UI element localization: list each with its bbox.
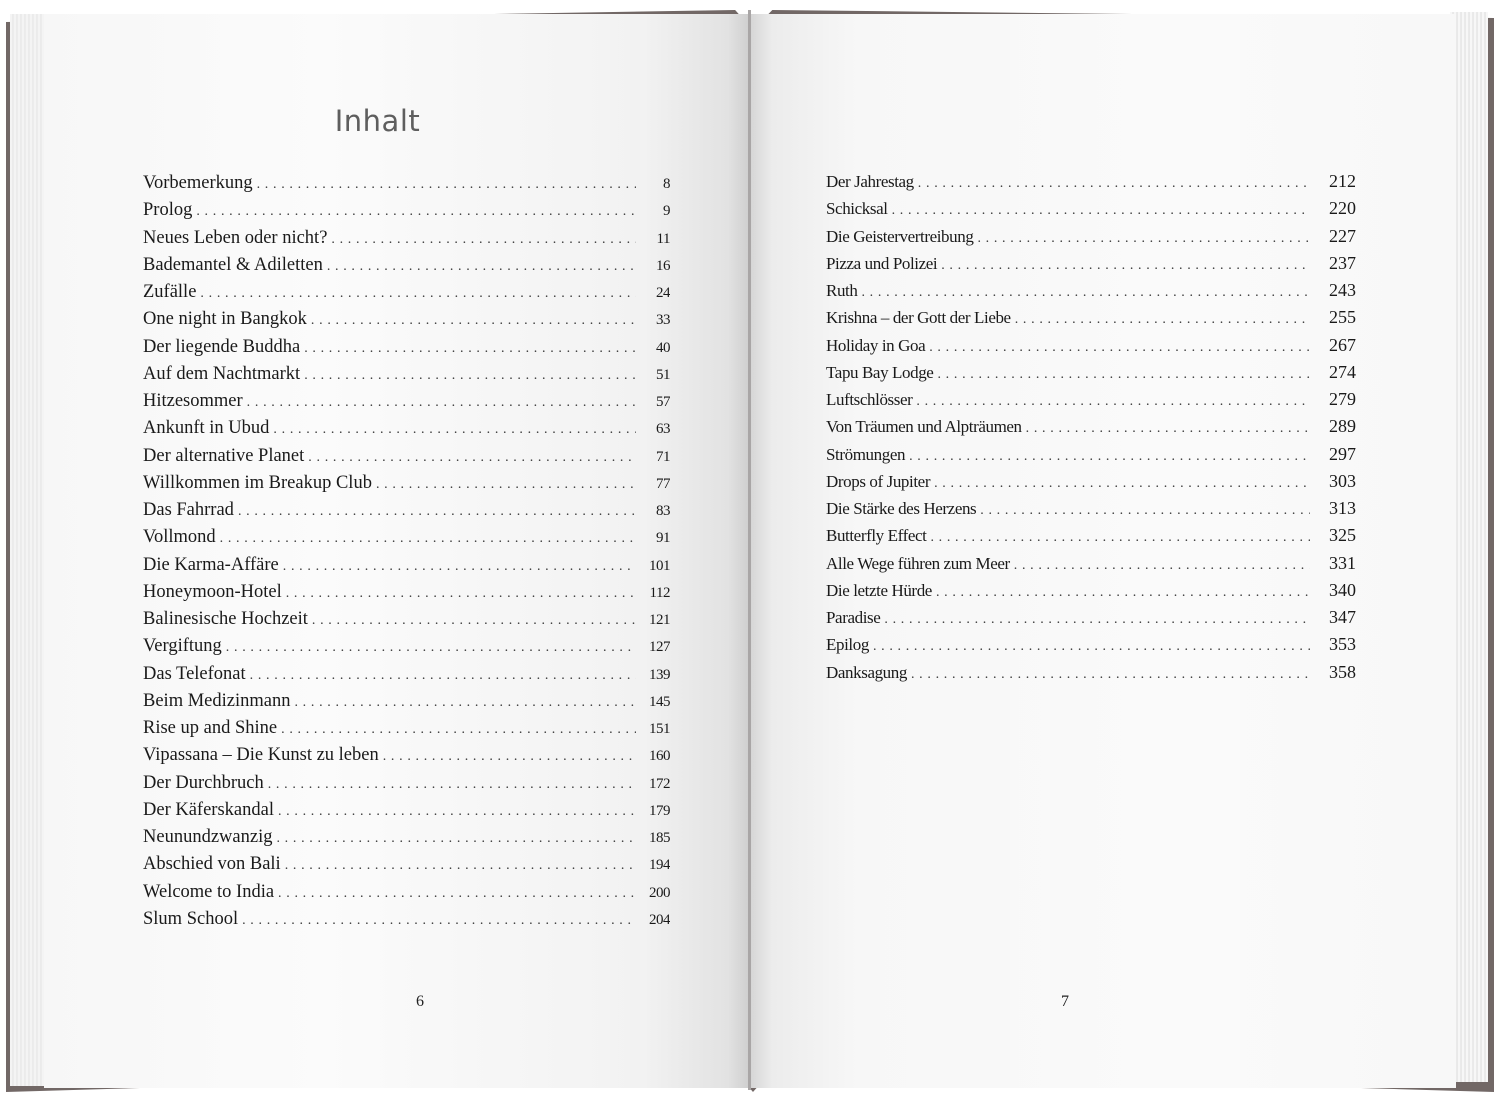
toc-entry <box>143 527 670 554</box>
toc-entry-title: Auf dem Nachtmarkt <box>143 363 301 384</box>
toc-entry-page: 353 <box>1329 634 1356 655</box>
toc-entry-page: 274 <box>1329 361 1356 382</box>
dot-leader <box>273 422 636 438</box>
toc-entry-title: Alle Wege führen zum Meer <box>826 553 1010 573</box>
toc-entry <box>143 882 670 909</box>
dot-leader <box>929 340 1310 356</box>
toc-entry <box>826 471 1356 498</box>
toc-entry-title: Ankunft in Ubud <box>143 418 270 439</box>
toc-entry-title: Prolog <box>143 200 193 221</box>
toc-entry-title: Hitzesommer <box>143 391 243 411</box>
toc-entry-title: Drops of Jupiter <box>826 471 931 491</box>
toc-entry <box>826 253 1356 280</box>
toc-title: Inhalt <box>334 104 421 138</box>
toc-entry-page: 101 <box>649 557 670 574</box>
toc-entry-page: 127 <box>649 639 670 656</box>
toc-entry-title: Butterfly Effect <box>826 526 927 546</box>
toc-entry-title: Die letzte Hürde <box>826 580 932 600</box>
toc-entry <box>143 418 670 445</box>
toc-entry-page: 325 <box>1329 525 1356 546</box>
toc-entry <box>826 607 1356 634</box>
toc-entry <box>826 280 1356 307</box>
toc-entry-title: Willkommen im Breakup Club <box>143 472 372 493</box>
toc-entry-page: 172 <box>649 775 670 792</box>
dot-leader <box>200 286 636 302</box>
toc-entry-page: 243 <box>1329 280 1356 300</box>
toc-entry <box>143 773 670 800</box>
toc-entry-title: Das Telefonat <box>143 663 246 684</box>
toc-entry-page: 331 <box>1329 552 1356 573</box>
toc-entry-page: 112 <box>649 584 670 601</box>
toc-entry-page: 9 <box>663 203 670 220</box>
toc-entry-page: 8 <box>663 176 670 192</box>
toc-entry <box>826 553 1356 580</box>
toc-entry <box>826 525 1356 552</box>
toc-entry <box>143 173 670 200</box>
toc-entry-page: 57 <box>656 394 670 410</box>
toc-entry <box>143 718 670 745</box>
toc-entry-title: Vergiftung <box>143 636 222 657</box>
dot-leader <box>376 477 636 493</box>
dot-leader <box>250 668 636 684</box>
toc-entry-page: 91 <box>656 530 670 547</box>
toc-entry-page: 71 <box>656 448 670 465</box>
dot-leader <box>980 503 1310 519</box>
toc-entry-title: Vipassana – Die Kunst zu leben <box>143 745 379 766</box>
toc-entry <box>143 745 670 772</box>
toc-entry <box>143 854 670 881</box>
toc-entry-title: Tapu Bay Lodge <box>826 362 934 382</box>
toc-entry <box>826 226 1356 253</box>
page-stack-left <box>10 14 48 1086</box>
toc-entry <box>826 198 1356 225</box>
toc-entry-page: 212 <box>1329 171 1356 191</box>
toc-entry-page: 179 <box>649 802 670 819</box>
toc-entry-title: One night in Bangkok <box>143 309 307 330</box>
dot-leader <box>294 695 636 711</box>
dot-leader <box>286 586 636 602</box>
toc-entry-page: 121 <box>649 612 670 628</box>
toc-entry <box>826 171 1356 198</box>
toc-entry <box>826 662 1356 689</box>
dot-leader <box>281 722 636 738</box>
toc-entry-page: 33 <box>656 312 670 329</box>
toc-entry-page: 24 <box>656 285 670 301</box>
toc-entry-page: 303 <box>1329 470 1356 491</box>
toc-entry-page: 145 <box>649 693 670 710</box>
toc-entry <box>826 389 1356 416</box>
toc-entry <box>826 362 1356 389</box>
dot-leader <box>304 341 636 357</box>
toc-entry <box>143 609 670 636</box>
toc-entry-title: Epilog <box>826 635 869 655</box>
toc-entry-title: Honeymoon-Hotel <box>143 581 282 602</box>
toc-list-left <box>143 173 670 936</box>
toc-entry-page: 220 <box>1329 198 1356 219</box>
toc-entry-title: Beim Medizinmann <box>143 690 291 711</box>
toc-entry-title: Das Fahrrad <box>143 500 234 520</box>
toc-entry <box>143 255 670 282</box>
dot-leader <box>930 530 1310 546</box>
toc-entry-page: 51 <box>656 366 670 383</box>
toc-entry-title: Rise up and Shine <box>143 718 278 738</box>
toc-entry-title: Der liegende Buddha <box>143 336 301 357</box>
toc-entry-page: 289 <box>1329 416 1356 437</box>
dot-leader <box>304 368 636 384</box>
toc-entry-title: Ruth <box>826 281 858 300</box>
dot-leader <box>257 177 636 193</box>
toc-entry-page: 16 <box>656 257 670 274</box>
dot-leader <box>312 613 636 629</box>
toc-entry-title: Paradise <box>826 608 881 627</box>
toc-entry-page: 267 <box>1329 334 1356 355</box>
toc-entry-page: 358 <box>1329 661 1356 682</box>
toc-entry-title: Welcome to India <box>143 881 275 902</box>
toc-entry-title: Krishna – der Gott der Liebe <box>826 308 1011 328</box>
toc-entry-page: 200 <box>649 884 670 901</box>
dot-leader <box>276 831 636 847</box>
toc-entry-page: 63 <box>656 421 670 438</box>
toc-entry-page: 83 <box>656 503 670 519</box>
toc-entry <box>143 827 670 854</box>
toc-entry <box>826 307 1356 334</box>
toc-entry-title: Balinesische Hochzeit <box>143 609 308 629</box>
toc-entry <box>826 498 1356 525</box>
dot-leader <box>909 449 1310 465</box>
toc-entry <box>826 634 1356 661</box>
toc-entry-title: Vollmond <box>143 527 216 548</box>
dot-leader <box>1015 312 1310 328</box>
toc-entry <box>826 335 1356 362</box>
dot-leader <box>977 231 1310 247</box>
toc-entry <box>143 391 670 418</box>
dot-leader <box>238 504 636 520</box>
toc-entry-page: 227 <box>1329 225 1356 246</box>
dot-leader <box>268 777 636 793</box>
toc-entry-title: Der Jahrestag <box>826 172 914 191</box>
dot-leader <box>934 476 1310 492</box>
toc-entry-title: Strömungen <box>826 444 906 464</box>
page-number-right: 7 <box>1061 993 1069 1010</box>
toc-entry-title: Der Durchbruch <box>143 772 264 793</box>
toc-entry-title: Zufälle <box>143 282 197 302</box>
toc-entry-title: Danksagung <box>826 662 907 682</box>
dot-leader <box>937 367 1310 383</box>
toc-entry-title: Schicksal <box>826 199 888 219</box>
dot-leader <box>196 204 636 220</box>
toc-entry <box>143 473 670 500</box>
toc-entry-title: Die Stärke des Herzens <box>826 499 977 518</box>
toc-entry-page: 204 <box>649 911 670 928</box>
dot-leader <box>311 313 636 329</box>
dot-leader <box>278 886 636 902</box>
toc-entry-page: 297 <box>1329 443 1356 464</box>
toc-entry <box>143 800 670 827</box>
dot-leader <box>941 258 1310 274</box>
toc-entry <box>826 416 1356 443</box>
dot-leader <box>383 749 636 765</box>
dot-leader <box>278 804 636 820</box>
toc-entry <box>143 500 670 527</box>
toc-entry-page: 194 <box>649 857 670 874</box>
toc-entry-page: 151 <box>649 721 670 737</box>
dot-leader <box>892 203 1310 219</box>
toc-entry <box>143 664 670 691</box>
toc-entry-page: 185 <box>649 830 670 846</box>
dot-leader <box>327 259 636 275</box>
toc-entry-title: Neunundzwanzig <box>143 827 273 847</box>
toc-entry-title: Die Karma-Affäre <box>143 554 279 575</box>
dot-leader <box>1026 421 1310 437</box>
dot-leader <box>873 639 1310 655</box>
toc-entry-title: Abschied von Bali <box>143 854 281 875</box>
toc-entry-page: 160 <box>649 748 670 765</box>
toc-entry <box>826 444 1356 471</box>
toc-entry <box>143 337 670 364</box>
toc-entry <box>143 446 670 473</box>
toc-entry <box>143 555 670 582</box>
toc-entry-page: 313 <box>1329 498 1356 518</box>
toc-entry <box>143 582 670 609</box>
toc-entry-title: Pizza und Polizei <box>826 253 938 273</box>
dot-leader <box>861 285 1310 301</box>
page-number-left: 6 <box>416 993 424 1010</box>
toc-entry <box>143 200 670 227</box>
toc-entry <box>143 309 670 336</box>
toc-entry-page: 11 <box>656 230 670 247</box>
dot-leader <box>242 913 636 929</box>
dot-leader <box>916 394 1310 410</box>
toc-entry-page: 237 <box>1329 252 1356 273</box>
dot-leader <box>918 176 1310 192</box>
toc-entry <box>143 909 670 936</box>
dot-leader <box>911 667 1310 683</box>
toc-entry-title: Der alternative Planet <box>143 445 305 466</box>
toc-entry-title: Bademantel & Adiletten <box>143 254 323 275</box>
toc-entry-page: 40 <box>656 339 670 356</box>
toc-entry <box>143 636 670 663</box>
toc-entry-page: 139 <box>649 666 670 683</box>
toc-entry-page: 77 <box>656 475 670 492</box>
toc-entry <box>143 228 670 255</box>
toc-entry <box>143 282 670 309</box>
toc-entry-title: Von Träumen und Alpträumen <box>826 417 1022 437</box>
toc-list-right <box>826 171 1356 689</box>
dot-leader <box>331 232 636 248</box>
dot-leader <box>884 612 1310 628</box>
dot-leader <box>247 395 636 411</box>
toc-entry <box>143 691 670 718</box>
dot-leader <box>220 531 636 547</box>
toc-entry <box>826 580 1356 607</box>
dot-leader <box>226 640 636 656</box>
toc-entry-page: 279 <box>1329 389 1356 409</box>
book-gutter <box>748 10 751 1090</box>
toc-entry-title: Die Geistervertreibung <box>826 226 974 246</box>
toc-entry-title: Slum School <box>143 908 239 929</box>
toc-entry-page: 340 <box>1329 579 1356 600</box>
dot-leader <box>308 450 636 466</box>
toc-entry-page: 347 <box>1329 607 1356 627</box>
toc-entry-title: Luftschlösser <box>826 390 913 409</box>
toc-entry-title: Vorbemerkung <box>143 173 253 193</box>
toc-entry-page: 255 <box>1329 307 1356 328</box>
toc-entry-title: Der Käferskandal <box>143 799 274 820</box>
dot-leader <box>283 559 636 575</box>
toc-entry-title: Holiday in Goa <box>826 335 926 355</box>
dot-leader <box>285 858 636 874</box>
dot-leader <box>1014 558 1310 574</box>
toc-entry <box>143 364 670 391</box>
toc-entry-title: Neues Leben oder nicht? <box>143 227 328 248</box>
dot-leader <box>936 585 1310 601</box>
